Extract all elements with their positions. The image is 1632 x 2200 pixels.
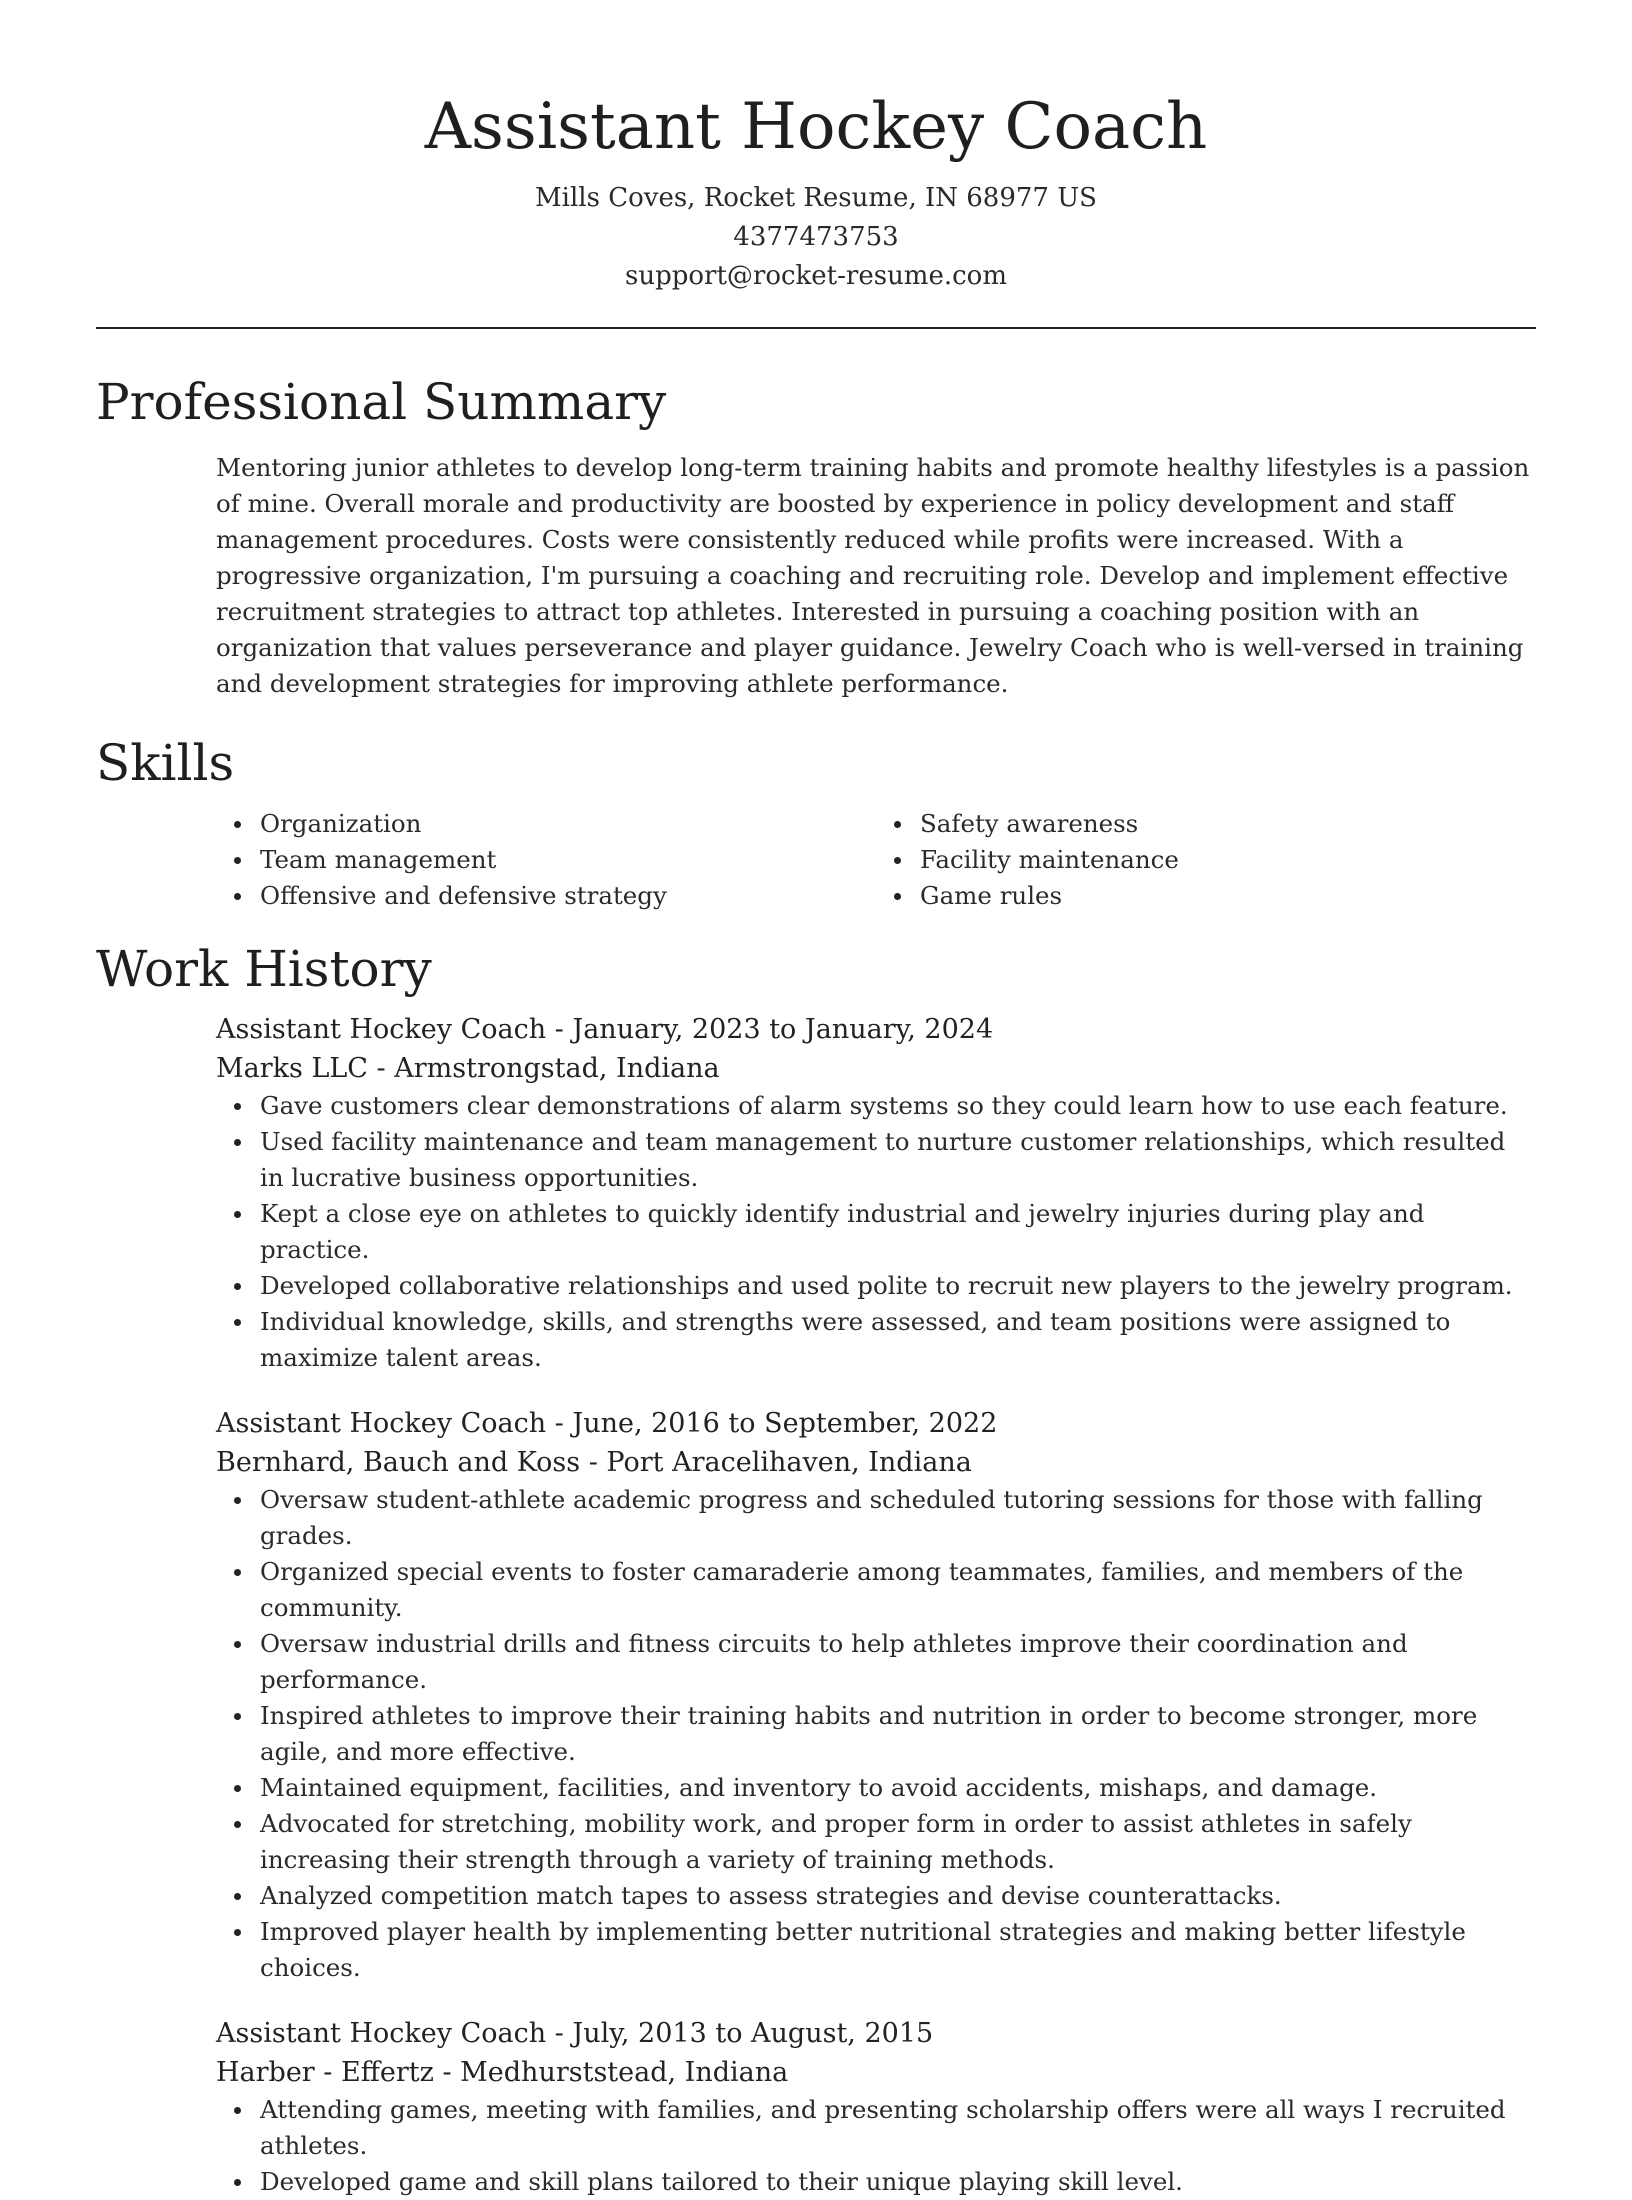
skill-item: Facility maintenance: [920, 842, 1536, 878]
summary-text: Mentoring junior athletes to develop long-term training habits and promote healthy lifestyles is a passion of mine. Overall morale and productivity are boosted by experience in policy development and staff management procedures. Costs were consistently reduced while profits were increased. With a progressive organization, I'm pursuing a coaching and recruiting role. Develop and implement effective recruitment strategies to attract top athletes. Interested in pursuing a coaching position with an organization that values perseverance and player guidance. Jewelry Coach who is well-versed in training and development strategies for improving athlete performance.: [216, 453, 1530, 698]
job-duty-item: Gave customers clear demonstrations of alarm systems so they could learn how to use each feature.: [260, 1088, 1536, 1124]
job-duty-item: Advocated for stretching, mobility work, and proper form in order to assist athletes in safely increasing their strength through a variety of training methods.: [260, 1806, 1536, 1878]
job-company-location: Harber - Effertz - Medhurststead, Indiana: [216, 2057, 789, 2088]
candidate-name: Assistant Hockey Coach: [424, 90, 1208, 164]
bullet-icon: [234, 1821, 241, 1828]
skill-item: Organization: [260, 806, 876, 842]
summary-heading: Professional Summary: [96, 373, 667, 431]
job-entry: [216, 1404, 1536, 1986]
job-duty-item: Used facility maintenance and team management to nurture customer relationships, which resulted in lucrative business opportunities.: [260, 1124, 1536, 1196]
job-duty-item: Oversaw industrial drills and fitness circuits to help athletes improve their coordination and performance.: [260, 1626, 1536, 1698]
contact-email: support@rocket-resume.com: [624, 261, 1007, 291]
job-duties: [216, 2092, 1536, 2200]
bullet-icon: [234, 1569, 241, 1576]
skill-item: Game rules: [920, 878, 1536, 914]
bullet-icon: [234, 2179, 241, 2186]
job-duty-item: Analyzed competition match tapes to assess strategies and devise counterattacks.: [260, 1878, 1536, 1914]
bullet-icon: [234, 1283, 241, 1290]
bullet-icon: [894, 893, 901, 900]
bullet-icon: [234, 1139, 241, 1146]
bullet-icon: [234, 1211, 241, 1218]
header-divider: [96, 327, 1536, 329]
job-duty-item: Oversaw student-athlete academic progress and scheduled tutoring sessions for those with falling grades.: [260, 1482, 1536, 1554]
job-entry: [216, 2014, 1536, 2200]
bullet-icon: [234, 1319, 241, 1326]
job-company-location: Bernhard, Bauch and Koss - Port Aracelihaven, Indiana: [216, 1447, 972, 1478]
bullet-icon: [234, 1103, 241, 1110]
job-duty-item: Organized special events to foster camaraderie among teammates, families, and members of the community.: [260, 1554, 1536, 1626]
job-duty-item: Kept a close eye on athletes to quickly identify industrial and jewelry injuries during play and practice.: [260, 1196, 1536, 1268]
bullet-icon: [234, 1785, 241, 1792]
bullet-icon: [234, 857, 241, 864]
bullet-icon: [234, 821, 241, 828]
bullet-icon: [234, 2107, 241, 2114]
resume-page: [96, 0, 1536, 2200]
job-duty-item: Attending games, meeting with families, and presenting scholarship offers were all ways I recruited athletes.: [260, 2092, 1536, 2164]
job-duty-item: Inspired athletes to improve their training habits and nutrition in order to become stronger, more agile, and more effective.: [260, 1698, 1536, 1770]
work-history-heading: Work History: [96, 940, 432, 998]
job-duty-item: Improved player health by implementing better nutritional strategies and making better lifestyle choices.: [260, 1914, 1536, 1986]
bullet-icon: [234, 1497, 241, 1504]
job-title-dates: Assistant Hockey Coach - January, 2023 to January, 2024: [216, 1014, 994, 1045]
job-title-dates: Assistant Hockey Coach - June, 2016 to September, 2022: [216, 1408, 998, 1439]
job-duties: [216, 1482, 1536, 1986]
skill-item: Offensive and defensive strategy: [260, 878, 876, 914]
bullet-icon: [234, 1929, 241, 1936]
job-duties: [216, 1088, 1536, 1376]
job-duty-item: Developed game and skill plans tailored to their unique playing skill level.: [260, 2164, 1536, 2200]
bullet-icon: [894, 821, 901, 828]
resume-header: [96, 0, 1536, 296]
job-entry: [216, 1010, 1536, 1376]
job-duty-item: Maintained equipment, facilities, and inventory to avoid accidents, mishaps, and damage.: [260, 1770, 1536, 1806]
contact-address: Mills Coves, Rocket Resume, IN 68977 US: [535, 183, 1097, 213]
job-title-dates: Assistant Hockey Coach - July, 2013 to August, 2015: [216, 2018, 934, 2049]
skills-column-left: [216, 806, 876, 914]
skills-list: [216, 806, 1536, 914]
bullet-icon: [234, 1713, 241, 1720]
skills-heading: Skills: [96, 734, 235, 792]
job-duty-item: Individual knowledge, skills, and strengths were assessed, and team positions were assigned to maximize talent areas.: [260, 1304, 1536, 1376]
bullet-icon: [894, 857, 901, 864]
bullet-icon: [234, 1893, 241, 1900]
skill-item: Safety awareness: [920, 806, 1536, 842]
skills-column-right: [876, 806, 1536, 914]
job-company-location: Marks LLC - Armstrongstad, Indiana: [216, 1053, 720, 1084]
job-duty-item: Developed collaborative relationships and used polite to recruit new players to the jewelry program.: [260, 1268, 1536, 1304]
contact-phone: 4377473753: [733, 222, 899, 252]
skill-item: Team management: [260, 842, 876, 878]
bullet-icon: [234, 893, 241, 900]
bullet-icon: [234, 1641, 241, 1648]
